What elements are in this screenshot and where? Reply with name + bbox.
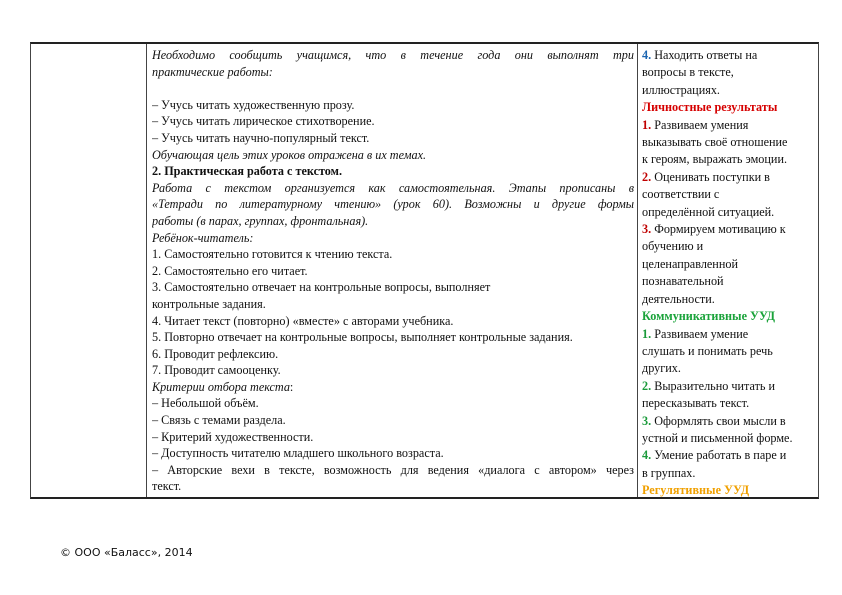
comm-3-number: 3.: [642, 413, 652, 428]
criterion-4: – Доступность читателю младшего школьного возраста.: [152, 446, 444, 461]
comm-2-number: 2.: [642, 378, 652, 393]
step-7: 7. Проводит самооценку.: [152, 363, 281, 378]
personal-3-text-1: Формируем мотивацию к: [654, 222, 786, 237]
personal-2-number: 2.: [642, 169, 652, 184]
comm-1-line-1: [642, 326, 814, 343]
comm-1-line-2: слушать и понимать речь: [642, 343, 773, 358]
criteria-label: Критерии отбора текста: [152, 379, 290, 394]
right-column: [642, 47, 814, 500]
work-item-3: – Учусь читать научно-популярный текст.: [152, 130, 370, 145]
personal-1-text-1: Развиваем умения: [654, 117, 749, 132]
personal-results-heading: Личностные результаты: [642, 100, 778, 115]
personal-2-line-2: соответствии с: [642, 187, 720, 202]
last-criterion-line-1: – Авторские вехи в тексте, возможность для ведения «диалога с автором» через: [152, 462, 634, 477]
work-desc-line-1: Работа с текстом организуется как самостоятельная. Этапы прописаны в: [152, 180, 634, 195]
step-3: 3. Самостоятельно отвечает на контрольные вопросы, выполняет: [152, 280, 491, 295]
last-criterion-line-2: текст.: [152, 479, 182, 494]
copyright-footer: © ООО «Баласс», 2014: [60, 546, 193, 559]
personal-2-text-1: Оценивать поступки в: [654, 169, 770, 184]
comm-1-text-1: Развиваем умение: [654, 326, 749, 341]
comm-1-number: 1.: [642, 326, 652, 341]
comm-3-text-1: Оформлять свои мысли в: [654, 413, 786, 428]
regulatory-uud-heading: Регулятивные УУД: [642, 483, 750, 498]
comm-2-line-2: пересказывать текст.: [642, 396, 750, 411]
criteria-colon: :: [289, 379, 294, 394]
step-5: 5. Повторно отвечает на контрольные вопросы, выполняет контрольные задания.: [152, 330, 573, 345]
comm-uud-heading: Коммуникативные УУД: [642, 309, 776, 324]
intro-line-1: Необходимо сообщить учащимся, что в течение года они выполнят три: [152, 48, 634, 62]
item4-text-1: Находить ответы на: [654, 48, 758, 62]
step-4: 4. Читает текст (повторно) «вместе» с авторами учебника.: [152, 313, 454, 328]
goal-text: Обучающая цель этих уроков отражена в их темах.: [152, 147, 427, 162]
reader-label: Ребёнок-читатель:: [152, 230, 254, 245]
comm-3-line-1: [642, 413, 814, 430]
personal-1-line-1: [642, 117, 814, 134]
work-desc-line-3: работы (в парах, группах, фронтальная).: [152, 213, 369, 228]
comm-2-line-1: [642, 378, 814, 395]
comm-4-line-1: [642, 447, 814, 464]
personal-1-line-3: к героям, выражать эмоции.: [642, 152, 788, 167]
comm-3-line-2: устной и письменной форме.: [642, 430, 793, 445]
middle-column: [152, 47, 634, 495]
comm-2-text-1: Выразительно читать и: [654, 378, 776, 393]
work-desc-line-2: «Тетради по литературному чтению» (урок 60). Возможны и другие формы: [152, 197, 634, 212]
personal-3-line-2: обучению и: [642, 239, 704, 254]
intro-line-2: практические работы:: [152, 64, 273, 79]
personal-3-line-1: [642, 221, 814, 238]
personal-3-line-3: целенаправленной: [642, 256, 738, 271]
comm-1-line-3: других.: [642, 361, 681, 376]
personal-3-line-4: познавательной: [642, 274, 724, 289]
criterion-1: – Небольшой объём.: [152, 396, 259, 411]
comm-4-number: 4.: [642, 448, 652, 463]
item4-line-3: иллюстрациях.: [642, 82, 720, 97]
personal-3-line-5: деятельности.: [642, 291, 715, 306]
step-2: 2. Самостоятельно его читает.: [152, 263, 308, 278]
step-6: 6. Проводит рефлексию.: [152, 346, 279, 361]
criterion-2: – Связь с темами раздела.: [152, 413, 286, 428]
personal-2-line-3: определённой ситуацией.: [642, 204, 775, 219]
step-1: 1. Самостоятельно готовится к чтению текста.: [152, 247, 393, 262]
criterion-3: – Критерий художественности.: [152, 429, 314, 444]
criteria-label-line: [152, 379, 634, 396]
item4-line-1: [642, 47, 814, 64]
personal-1-number: 1.: [642, 117, 652, 132]
column-divider-1: [146, 44, 147, 497]
work-item-2: – Учусь читать лирическое стихотворение.: [152, 114, 375, 129]
personal-2-line-1: [642, 169, 814, 186]
step-3-cont: контрольные задания.: [152, 296, 266, 311]
item4-number: 4.: [642, 48, 652, 62]
personal-1-line-2: выказывать своё отношение: [642, 135, 788, 150]
column-divider-2: [637, 44, 638, 497]
work-item-1: – Учусь читать художественную прозу.: [152, 97, 355, 112]
lesson-table: [30, 42, 819, 499]
personal-3-number: 3.: [642, 222, 652, 237]
comm-4-text-1: Умение работать в паре и: [654, 448, 787, 463]
comm-4-line-2: в группах.: [642, 465, 696, 480]
item4-line-2: вопросы в тексте,: [642, 65, 734, 80]
section-heading: 2. Практическая работа с текстом.: [152, 164, 343, 179]
